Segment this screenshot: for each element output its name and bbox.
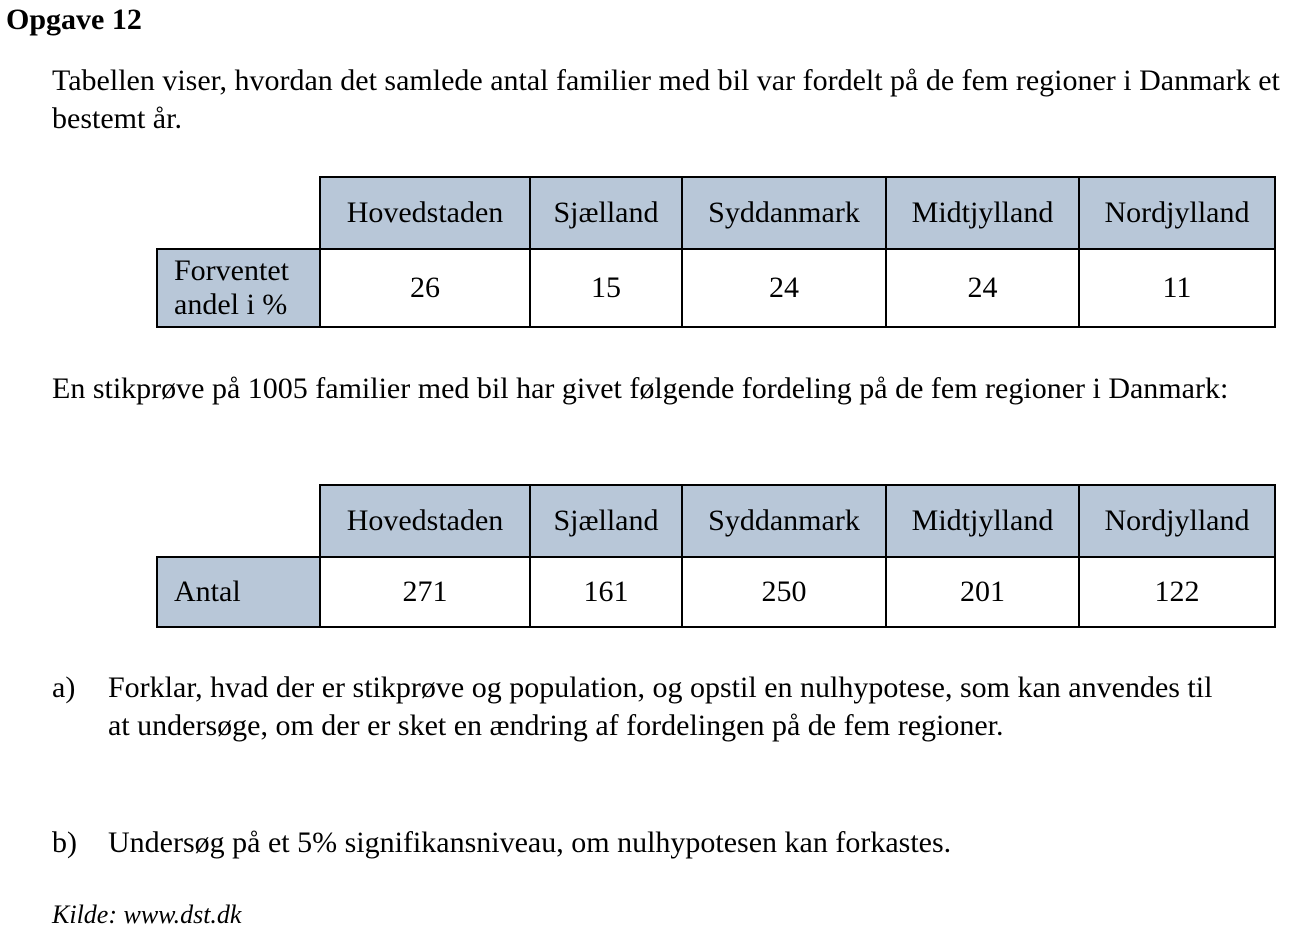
table-cell: 11 — [1079, 249, 1275, 327]
table-corner — [157, 177, 320, 249]
question-label: b) — [52, 826, 77, 859]
column-header: Midtjylland — [886, 177, 1079, 249]
intro-paragraph: Tabellen viser, hvordan det samlede antal familier med bil var fordelt på de fem regioner i Danmark et bestemt år. — [52, 64, 1280, 135]
question-label: a) — [52, 671, 76, 704]
column-header: Syddanmark — [682, 485, 886, 557]
question-b — [52, 824, 1238, 862]
table-cell: 250 — [682, 557, 886, 627]
table-cell: 15 — [530, 249, 682, 327]
row-label — [157, 249, 320, 327]
table-cell: 24 — [682, 249, 886, 327]
row-label: Antal — [157, 557, 320, 627]
column-header: Sjælland — [530, 485, 682, 557]
source-citation: Kilde: www.dst.dk — [52, 900, 242, 929]
sample-paragraph: En stikprøve på 1005 familier med bil har givet følgende fordeling på de fem regioner i Danmark: — [52, 372, 1229, 405]
table-cell: 161 — [530, 557, 682, 627]
column-header: Midtjylland — [886, 485, 1079, 557]
sample-count-table — [156, 484, 1276, 628]
column-header: Hovedstaden — [320, 177, 530, 249]
table-cell: 271 — [320, 557, 530, 627]
expected-share-table — [156, 176, 1276, 328]
column-header: Nordjylland — [1079, 177, 1275, 249]
table-row — [157, 249, 1275, 327]
question-a — [52, 669, 1238, 745]
table-row — [157, 557, 1275, 627]
column-header: Sjælland — [530, 177, 682, 249]
page-title: Opgave 12 — [6, 3, 142, 36]
table-cell: 24 — [886, 249, 1079, 327]
column-header: Syddanmark — [682, 177, 886, 249]
table-cell: 201 — [886, 557, 1079, 627]
table-corner — [157, 485, 320, 557]
row-label-line: Forventet — [174, 254, 289, 287]
table-header-row — [157, 177, 1275, 249]
column-header: Nordjylland — [1079, 485, 1275, 557]
row-label-line: andel i % — [174, 288, 288, 321]
table-header-row — [157, 485, 1275, 557]
column-header: Hovedstaden — [320, 485, 530, 557]
question-text: Forklar, hvad der er stikprøve og population, og opstil en nulhypotese, som kan anvendes til at undersøge, om der er sket en ændring af fordelingen på de fem regioner. — [108, 671, 1213, 742]
table-cell: 26 — [320, 249, 530, 327]
question-text: Undersøg på et 5% signifikansniveau, om nulhypotesen kan forkastes. — [108, 826, 952, 859]
table-cell: 122 — [1079, 557, 1275, 627]
